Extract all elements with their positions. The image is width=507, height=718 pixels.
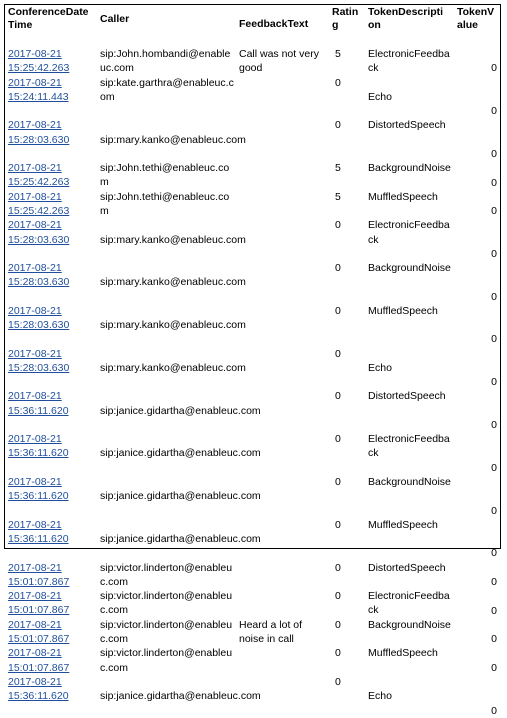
table-row — [5, 190, 500, 219]
rating-cell: 5 — [335, 48, 341, 60]
token-description-cell: ElectronicFeedback — [368, 48, 450, 75]
time-text: 15:28:03.630 — [8, 361, 70, 374]
token-value-cell: 0 — [491, 147, 497, 160]
conference-date-link[interactable] — [5, 190, 97, 219]
table-row — [5, 389, 500, 432]
caller-cell: sip:janice.gidartha@enableuc.com — [100, 533, 261, 545]
token-description-cell: BackgroundNoise — [368, 618, 451, 631]
conference-date-link[interactable] — [5, 347, 97, 390]
rating-cell: 0 — [335, 647, 341, 660]
feedback-text-cell: Call was not very good — [239, 48, 319, 75]
table-row — [5, 304, 500, 347]
time-text: 15:25:42.263 — [8, 204, 70, 217]
table-row — [5, 518, 500, 561]
rating-cell: 0 — [335, 347, 341, 360]
caller-cell: sip:John.tethi@enableuc.com — [100, 190, 230, 217]
date-text: 2017-08-21 — [8, 48, 62, 60]
rating-cell: 0 — [335, 590, 341, 603]
feedback-text-cell — [236, 304, 329, 347]
time-text: 15:25:42.263 — [8, 62, 70, 75]
header-rating[interactable]: Ratin g — [332, 6, 359, 31]
table-row — [5, 76, 500, 119]
token-value-cell: 0 — [491, 547, 497, 560]
token-value-cell: 0 — [491, 419, 497, 432]
caller-cell: sip:victor.linderton@enableuc.com — [100, 647, 233, 674]
rating-cell: 0 — [335, 119, 341, 132]
table-row — [5, 347, 500, 390]
date-text: 2017-08-21 — [8, 476, 62, 489]
conference-date-link[interactable] — [5, 518, 97, 561]
spreadsheet-table-frame — [4, 4, 501, 717]
token-description-cell: BackgroundNoise — [368, 162, 451, 175]
feedback-text-cell — [236, 218, 329, 261]
feedback-table — [5, 5, 500, 718]
token-value-cell: 0 — [491, 661, 497, 674]
table-body — [5, 47, 500, 718]
table-row — [5, 47, 500, 76]
conference-date-link[interactable] — [5, 646, 97, 675]
caller-cell: sip:victor.linderton@enableuc.com — [100, 618, 233, 645]
token-value-cell: 0 — [491, 604, 497, 617]
token-description-cell: ElectronicFeedback — [368, 219, 450, 246]
caller-cell: sip:kate.garthra@enableuc.com — [100, 76, 234, 103]
token-value-cell: 0 — [491, 176, 497, 189]
conference-date-link[interactable] — [5, 118, 97, 161]
caller-cell: sip:janice.gidartha@enableuc.com — [100, 447, 261, 460]
caller-cell: sip:mary.kanko@enableuc.com — [100, 276, 246, 289]
time-text: 15:01:07.867 — [8, 661, 70, 674]
token-description-cell: ElectronicFeedback — [368, 590, 450, 617]
header-conference-date-time[interactable]: ConferenceDate Time — [8, 6, 89, 31]
token-description-cell: MuffledSpeech — [368, 518, 438, 531]
time-text: 15:01:07.867 — [8, 632, 70, 645]
feedback-text-cell — [236, 76, 329, 119]
token-description-cell: Echo — [368, 361, 392, 374]
token-value-cell: 0 — [491, 105, 497, 118]
token-value-cell: 0 — [491, 376, 497, 389]
table-row — [5, 161, 500, 190]
conference-date-link[interactable] — [5, 475, 97, 518]
date-text: 2017-08-21 — [8, 347, 62, 360]
token-description-cell: Echo — [368, 690, 392, 703]
rating-cell: 0 — [335, 262, 341, 275]
feedback-text-cell — [236, 646, 329, 675]
caller-cell: sip:mary.kanko@enableuc.com — [100, 233, 246, 246]
conference-date-link[interactable] — [5, 76, 97, 119]
token-value-cell: 0 — [491, 62, 497, 75]
conference-date-link[interactable] — [5, 161, 97, 190]
rating-cell: 0 — [335, 76, 341, 89]
token-description-cell: DistortedSpeech — [368, 390, 446, 403]
token-value-cell: 0 — [491, 333, 497, 346]
conference-date-link[interactable] — [5, 589, 97, 618]
rating-cell: 0 — [335, 433, 341, 446]
caller-cell: sip:janice.gidartha@enableuc.com — [100, 404, 261, 417]
date-text: 2017-08-21 — [8, 647, 62, 660]
time-text: 15:36:11.620 — [8, 533, 69, 546]
conference-date-link[interactable] — [5, 432, 97, 475]
date-text: 2017-08-21 — [8, 433, 62, 446]
time-text: 15:36:11.620 — [8, 447, 69, 460]
conference-date-link[interactable] — [5, 304, 97, 347]
feedback-text-cell — [236, 161, 329, 190]
date-text: 2017-08-21 — [8, 162, 62, 175]
time-text: 15:36:11.620 — [8, 404, 69, 417]
feedback-text-cell — [236, 118, 329, 161]
token-description-cell: BackgroundNoise — [368, 262, 451, 275]
token-value-cell: 0 — [491, 633, 497, 646]
token-description-cell: Echo — [368, 90, 392, 103]
token-value-cell: 0 — [491, 575, 497, 588]
rating-cell: 5 — [335, 162, 341, 175]
feedback-text-cell — [236, 261, 329, 304]
rating-cell: 0 — [335, 675, 341, 688]
time-text: 15:01:07.867 — [8, 575, 70, 588]
token-value-cell: 0 — [491, 205, 497, 218]
date-text: 2017-08-21 — [8, 190, 62, 203]
token-description-cell: MuffledSpeech — [368, 304, 438, 317]
rating-cell: 5 — [335, 190, 341, 203]
caller-cell: sip:victor.linderton@enableuc.com — [100, 590, 233, 617]
time-text: 15:36:11.620 — [8, 690, 69, 703]
conference-date-link[interactable] — [5, 675, 97, 718]
date-text: 2017-08-21 — [8, 76, 62, 89]
table-row — [5, 675, 500, 718]
table-row — [5, 261, 500, 304]
feedback-text-cell — [236, 347, 329, 390]
caller-cell: sip:janice.gidartha@enableuc.com — [100, 690, 261, 703]
conference-date-link[interactable] — [5, 218, 97, 261]
rating-cell: 0 — [335, 518, 341, 531]
time-text: 15:36:11.620 — [8, 490, 69, 503]
time-text: 15:28:03.630 — [8, 276, 70, 289]
table-row — [5, 646, 500, 675]
date-text: 2017-08-21 — [8, 219, 62, 232]
token-description-cell: BackgroundNoise — [368, 476, 451, 489]
caller-cell: sip:John.tethi@enableuc.com — [100, 162, 230, 189]
date-text: 2017-08-21 — [8, 262, 62, 275]
header-feedback-text[interactable]: FeedbackText — [239, 18, 309, 30]
caller-cell: sip:victor.linderton@enableuc.com — [100, 561, 233, 588]
conference-date-link[interactable] — [5, 261, 97, 304]
token-value-cell: 0 — [491, 704, 497, 717]
token-value-cell: 0 — [491, 290, 497, 303]
date-text: 2017-08-21 — [8, 304, 62, 317]
date-text: 2017-08-21 — [8, 618, 62, 631]
header-token-description[interactable]: TokenDescripti on — [368, 6, 444, 31]
token-description-cell: MuffledSpeech — [368, 190, 438, 203]
header-token-value[interactable]: TokenV alue — [457, 6, 495, 31]
caller-cell: sip:janice.gidartha@enableuc.com — [100, 490, 261, 503]
feedback-text-cell — [236, 561, 329, 590]
table-row — [5, 432, 500, 475]
table-row — [5, 589, 500, 618]
conference-date-link[interactable] — [5, 618, 97, 647]
table-row — [5, 218, 500, 261]
header-row — [5, 5, 500, 47]
token-value-cell: 0 — [491, 504, 497, 517]
caller-cell: sip:mary.kanko@enableuc.com — [100, 319, 246, 332]
time-text: 15:28:03.630 — [8, 319, 70, 332]
caller-cell: sip:mary.kanko@enableuc.com — [100, 133, 246, 146]
feedback-text-cell — [236, 589, 329, 618]
date-text: 2017-08-21 — [8, 119, 62, 132]
token-value-cell: 0 — [491, 461, 497, 474]
time-text: 15:24:11.443 — [8, 90, 69, 103]
feedback-text-cell: Heard a lot of noise in call — [239, 618, 303, 645]
token-description-cell: ElectronicFeedback — [368, 433, 450, 460]
conference-date-link[interactable] — [5, 47, 97, 76]
rating-cell: 0 — [335, 390, 341, 403]
time-text: 15:28:03.630 — [8, 133, 70, 146]
conference-date-link[interactable] — [5, 389, 97, 432]
table-row — [5, 618, 500, 647]
time-text: 15:28:03.630 — [8, 233, 70, 246]
caller-cell: sip:mary.kanko@enableuc.com — [100, 361, 246, 374]
token-value-cell: 0 — [491, 247, 497, 260]
header-caller[interactable]: Caller — [100, 13, 130, 25]
token-description-cell: DistortedSpeech — [368, 561, 446, 574]
date-text: 2017-08-21 — [8, 518, 62, 531]
rating-cell: 0 — [335, 476, 341, 489]
token-description-cell: MuffledSpeech — [368, 647, 438, 660]
table-row — [5, 475, 500, 518]
table-row — [5, 561, 500, 590]
rating-cell: 0 — [335, 618, 341, 631]
time-text: 15:01:07.867 — [8, 604, 70, 617]
date-text: 2017-08-21 — [8, 390, 62, 403]
token-description-cell: DistortedSpeech — [368, 119, 446, 132]
rating-cell: 0 — [335, 304, 341, 317]
rating-cell: 0 — [335, 219, 341, 232]
caller-cell: sip:John.hombandi@enableuc.com — [100, 48, 231, 75]
date-text: 2017-08-21 — [8, 675, 62, 688]
conference-date-link[interactable] — [5, 561, 97, 590]
table-row — [5, 118, 500, 161]
rating-cell: 0 — [335, 561, 341, 574]
date-text: 2017-08-21 — [8, 561, 62, 574]
time-text: 15:25:42.263 — [8, 176, 70, 189]
feedback-text-cell — [236, 190, 329, 219]
date-text: 2017-08-21 — [8, 590, 62, 603]
